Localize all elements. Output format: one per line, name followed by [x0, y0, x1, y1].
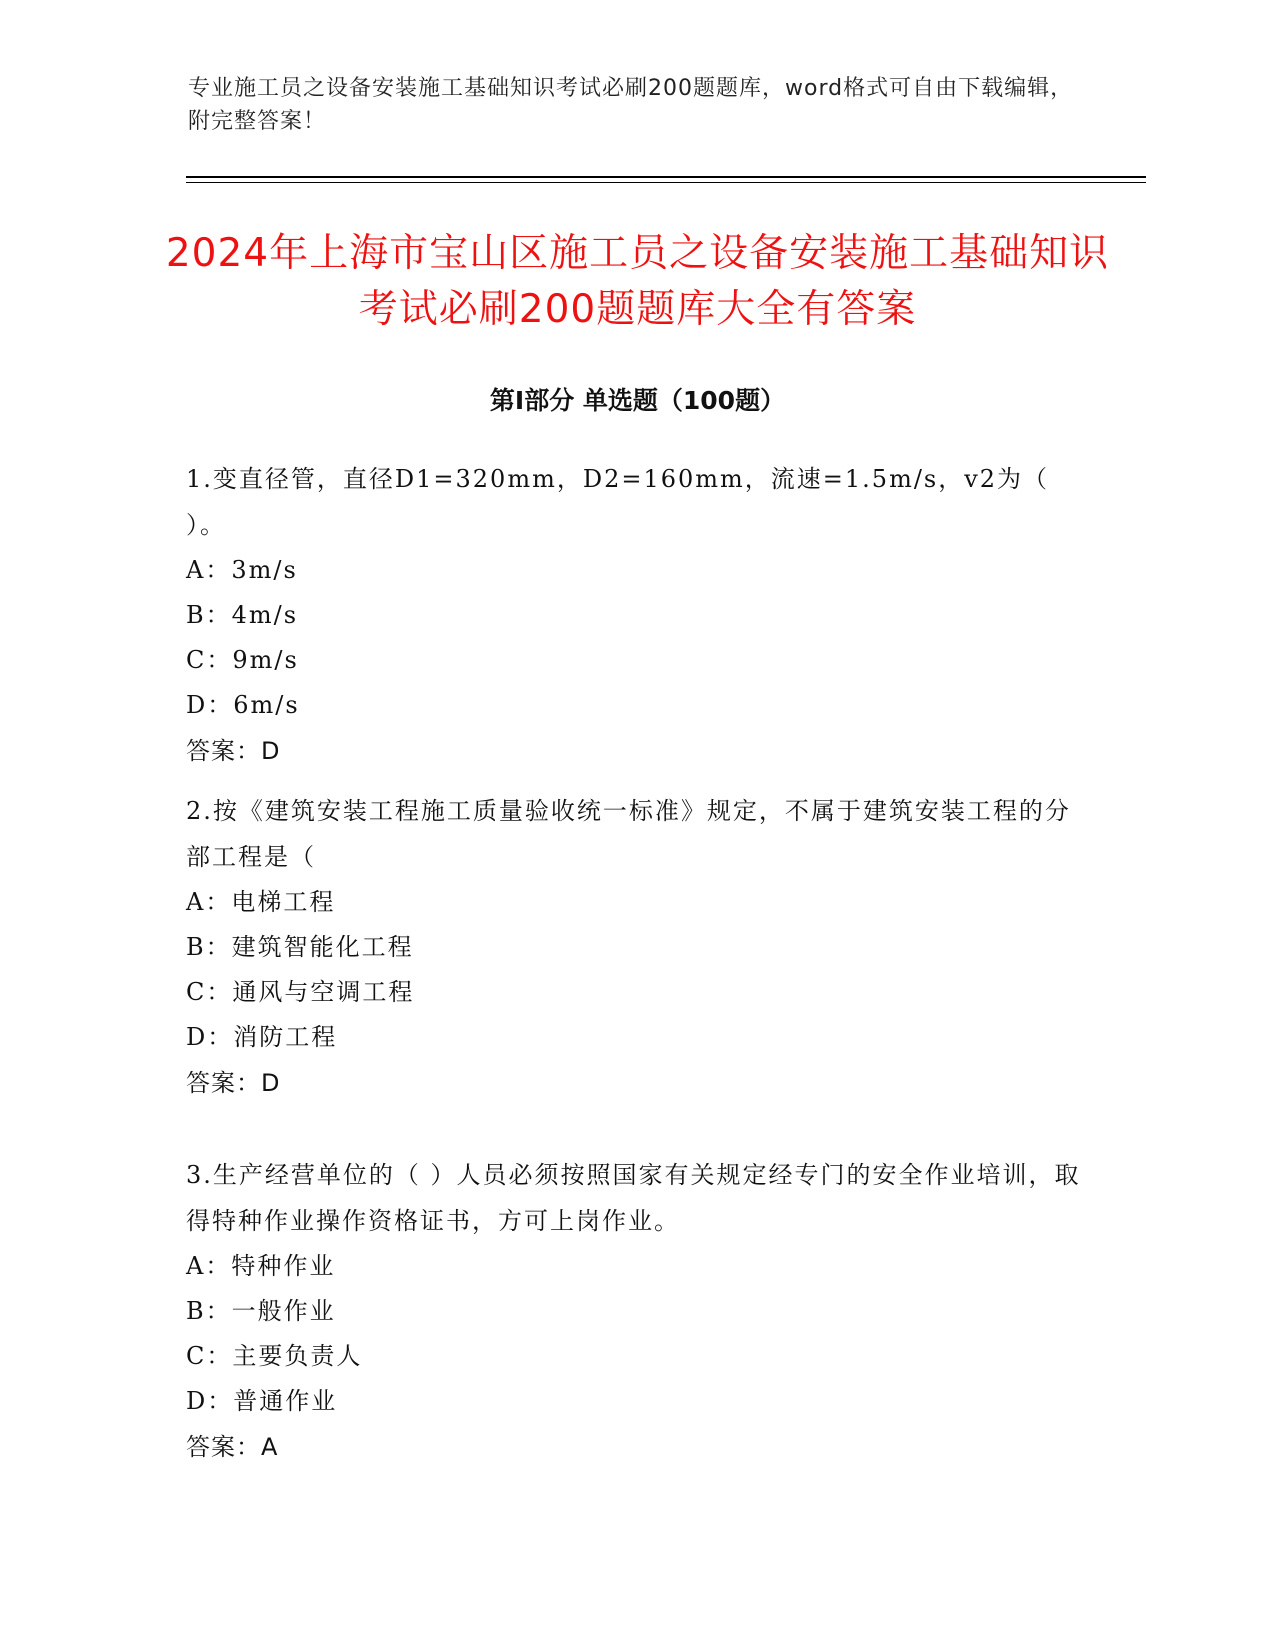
answer: 答案：A — [186, 1433, 279, 1461]
option-d: D：消防工程 — [186, 1023, 338, 1051]
section-heading: 第Ⅰ部分 单选题（100题） — [489, 386, 786, 415]
header-divider-thick — [186, 176, 1146, 178]
question-stem: 2.按《建筑安装工程施工质量验收统一标准》规定，不属于建筑安装工程的分部工程是（ — [186, 797, 1071, 871]
option-a: A：电梯工程 — [186, 888, 336, 916]
option-b: B：一般作业 — [186, 1297, 336, 1325]
question-2 — [186, 788, 1086, 1106]
option-c: C：9m/s — [186, 646, 299, 674]
option-b: B：4m/s — [186, 601, 299, 629]
question-stem: 1.变直径管，直径D1=320mm，D2=160mm，流速=1.5m/s，v2为（ ）。 — [186, 465, 1050, 539]
question-1 — [186, 456, 1086, 774]
document-title: 2024年上海市宝山区施工员之设备安装施工基础知识考试必刷200题题库大全有答案 — [165, 231, 1110, 332]
option-c: C：通风与空调工程 — [186, 978, 415, 1006]
question-3 — [186, 1152, 1086, 1470]
option-a: A：特种作业 — [186, 1252, 336, 1280]
answer: 答案：D — [186, 737, 281, 765]
header-divider-thin — [186, 182, 1146, 183]
question-stem: 3.生产经营单位的（ ）人员必须按照国家有关规定经专门的安全作业培训，取得特种作业操作资格证书，方可上岗作业。 — [186, 1161, 1081, 1235]
option-b: B：建筑智能化工程 — [186, 933, 414, 961]
answer: 答案：D — [186, 1069, 281, 1097]
option-d: D：6m/s — [186, 691, 300, 719]
option-d: D：普通作业 — [186, 1387, 338, 1415]
option-a: A：3m/s — [186, 556, 298, 584]
option-c: C：主要负责人 — [186, 1342, 363, 1370]
header-note: 专业施工员之设备安装施工基础知识考试必刷200题题库，word格式可自由下载编辑，附完整答案！ — [188, 76, 1074, 134]
